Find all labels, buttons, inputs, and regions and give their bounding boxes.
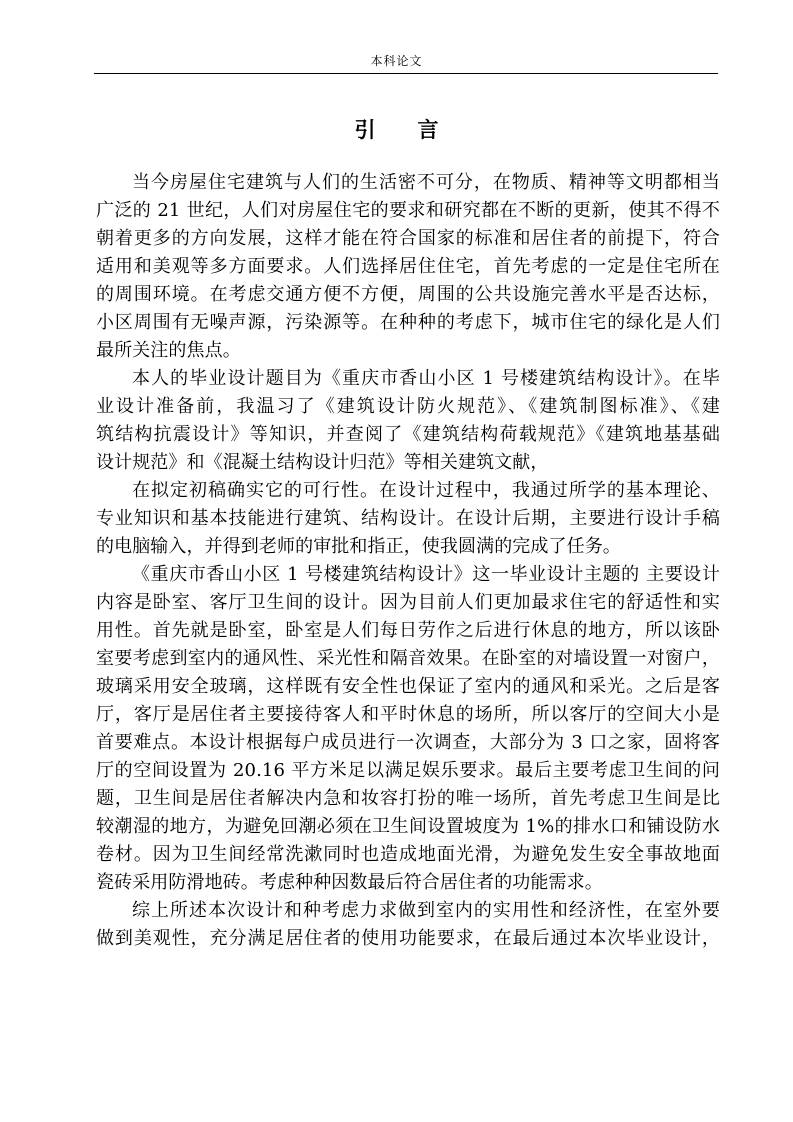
header-rule xyxy=(94,73,718,74)
body-text xyxy=(96,169,720,953)
text-line: 小区周围有无噪声源，污染源等。在种种的考虑下，城市住宅的绿化是人们 xyxy=(96,312,720,333)
text-line: 设计规范》和《混凝土结构设计归范》等相关建筑文献， xyxy=(96,452,549,473)
text-line: 在拟定初稿确实它的可行性。在设计过程中，我通过所学的基本理论、 xyxy=(132,480,720,501)
paragraph-2 xyxy=(96,365,720,477)
text-line: 厅，客厅是居住者主要接待客人和平时休息的场所，所以客厅的空间大小是 xyxy=(96,704,720,725)
text-line: 用性。首先就是卧室，卧室是人们每日劳作之后进行休息的地方，所以该卧 xyxy=(96,620,720,641)
text-line: 厅的空间设置为 20.16 平方米足以满足娱乐要求。最后主要考虑卫生间的问 xyxy=(96,760,720,781)
paragraph-4 xyxy=(96,561,720,897)
text-line: 广泛的 21 世纪，人们对房屋住宅的要求和研究都在不断的更新，使其不得不 xyxy=(96,200,720,221)
paragraph-3 xyxy=(96,477,720,561)
section-title-char-2: 言 xyxy=(417,117,439,142)
text-line: 题，卫生间是居住者解决内急和妆容打扮的唯一场所，首先考虑卫生间是比 xyxy=(96,788,720,809)
text-line: 本人的毕业设计题目为《重庆市香山小区 1 号楼建筑结构设计》。在毕 xyxy=(132,368,720,389)
paragraph-5 xyxy=(96,897,720,953)
text-line: 较潮湿的地方，为避免回潮必须在卫生间设置坡度为 1%的排水口和铺设防水 xyxy=(96,816,720,837)
section-title-char-1: 引 xyxy=(354,117,376,142)
text-line: 玻璃采用安全玻璃，这样既有安全性也保证了室内的通风和采光。之后是客 xyxy=(96,676,720,697)
text-line: 适用和美观等多方面要求。人们选择居住住宅，首先考虑的一定是住宅所在 xyxy=(96,256,720,277)
text-line: 首要难点。本设计根据每户成员进行一次调查，大部分为 3 口之家，固将客 xyxy=(96,732,720,753)
text-line: 筑结构抗震设计》等知识，并查阅了《建筑结构荷载规范》《建筑地基基础 xyxy=(96,424,720,445)
text-line: 卷材。因为卫生间经常洗漱同时也造成地面光滑，为避免发生安全事故地面 xyxy=(96,844,720,865)
text-line: 的电脑输入，并得到老师的审批和指正，使我圆满的完成了任务。 xyxy=(96,536,621,557)
text-line: 最所关注的焦点。 xyxy=(96,340,241,361)
text-line: 做到美观性，充分满足居住者的使用功能要求，在最后通过本次毕业设计， xyxy=(96,928,720,949)
text-line: 专业知识和基本技能进行建筑、结构设计。在设计后期，主要进行设计手稿 xyxy=(96,508,720,529)
text-line: 综上所述本次设计和种考虑力求做到室内的实用性和经济性，在室外要 xyxy=(132,900,720,921)
text-line: 业设计准备前，我温习了《建筑设计防火规范》、《建筑制图标准》、《建 xyxy=(96,396,720,417)
text-line: 《重庆市香山小区 1 号楼建筑结构设计》这一毕业设计主题的 主要设计 xyxy=(132,564,720,585)
section-title xyxy=(0,116,793,144)
text-line: 的周围环境。在考虑交通方便不方便，周围的公共设施完善水平是否达标， xyxy=(96,284,720,305)
paragraph-1 xyxy=(96,169,720,365)
text-line: 内容是卧室、客厅卫生间的设计。因为目前人们更加最求住宅的舒适性和实 xyxy=(96,592,720,613)
text-line: 当今房屋住宅建筑与人们的生活密不可分，在物质、精神等文明都相当 xyxy=(132,172,720,193)
text-line: 室要考虑到室内的通风性、采光性和隔音效果。在卧室的对墙设置一对窗户， xyxy=(96,648,720,669)
text-line: 瓷砖采用防滑地砖。考虑种种因数最后符合居住者的功能需求。 xyxy=(96,872,603,893)
text-line: 朝着更多的方向发展，这样才能在符合国家的标准和居住者的前提下，符合 xyxy=(96,228,720,249)
running-header: 本科论文 xyxy=(370,54,423,68)
